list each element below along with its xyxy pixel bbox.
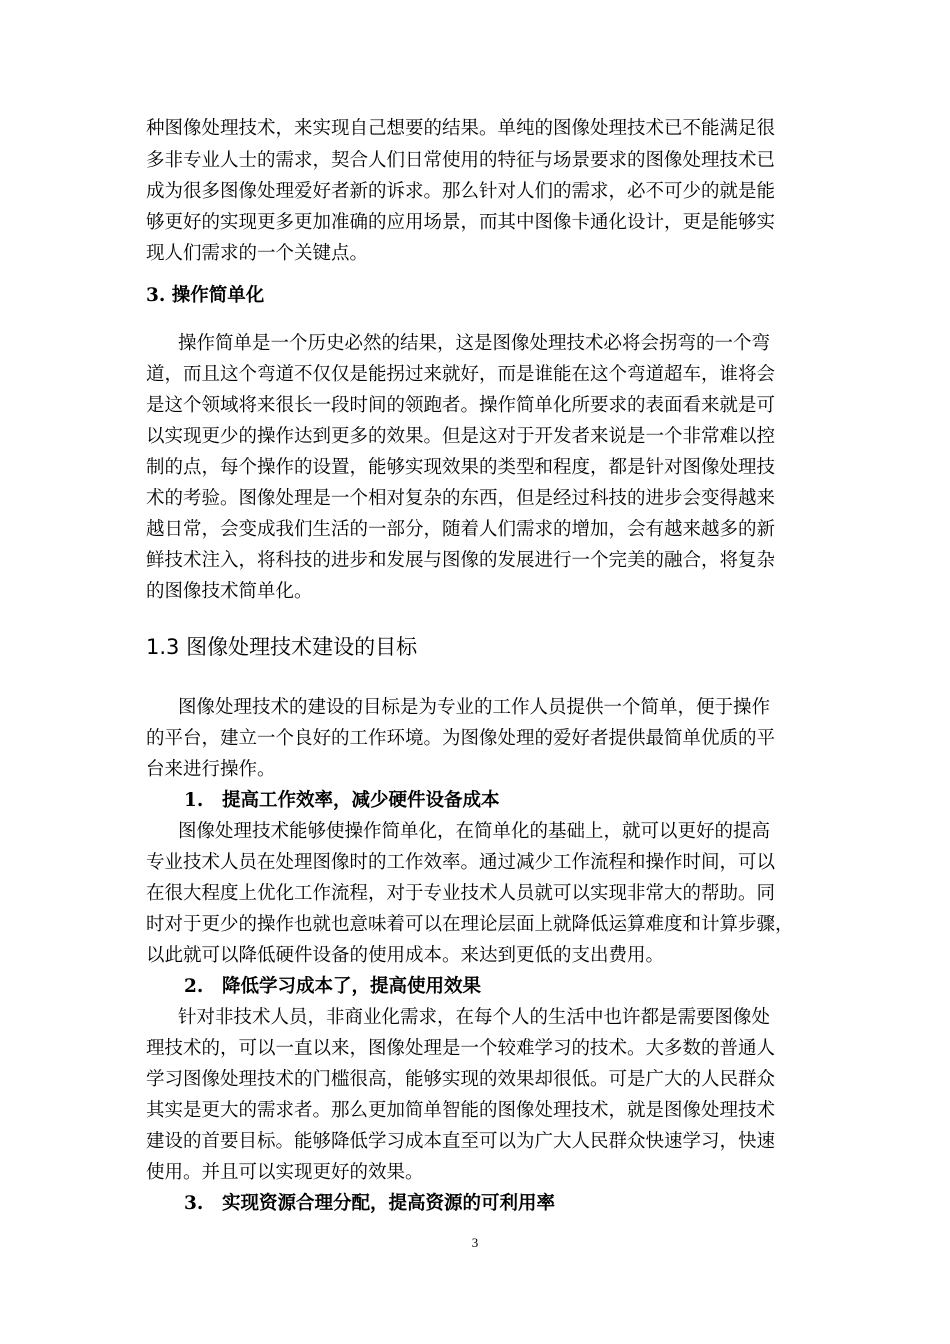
text-line: 专业技术人员在处理图像时的工作效率。通过减少工作流程和操作时间，可以	[146, 852, 776, 873]
list-number: 2.	[184, 976, 204, 997]
text-line: 的图像技术简单化。	[146, 581, 313, 602]
text-line: 多非专业人士的需求，契合人们日常使用的特征与场景要求的图像处理技术已	[146, 150, 776, 171]
text-line: 在很大程度上优化工作流程，对于专业技术人员就可以实现非常大的帮助。同	[146, 883, 776, 904]
section-heading: 1.3 图像处理技术建设的目标	[146, 635, 418, 659]
list-item-title: 提高工作效率，减少硬件设备成本	[222, 790, 500, 811]
text-line: 种图像处理技术，来实现自己想要的结果。单纯的图像处理技术已不能满足很	[146, 118, 776, 139]
text-line: 台来进行操作。	[146, 759, 276, 780]
text-line: 现人们需求的一个关键点。	[146, 243, 369, 264]
text-line: 制的点，每个操作的设置，能够实现效果的类型和程度，都是针对图像处理技	[146, 457, 776, 478]
text-line: 使用。并且可以实现更好的效果。	[146, 1162, 424, 1183]
text-line: 术的考验。图像处理是一个相对复杂的东西，但是经过科技的进步会变得越来	[146, 488, 776, 509]
text-line: 以实现更少的操作达到更多的效果。但是这对于开发者来说是一个非常难以控	[146, 426, 776, 447]
subsection-heading: 3. 操作简单化	[146, 285, 265, 306]
text-line: 够更好的实现更多更加准确的应用场景，而其中图像卡通化设计，更是能够实	[146, 212, 776, 233]
text-line: 操作简单是一个历史必然的结果，这是图像处理技术必将会拐弯的一个弯	[178, 333, 771, 354]
text-line: 道，而且这个弯道不仅仅是能拐过来就好，而是谁能在这个弯道超车，谁将会	[146, 364, 776, 385]
text-line: 的平台，建立一个良好的工作环境。为图像处理的爱好者提供最简单优质的平	[146, 728, 776, 749]
list-item-title: 实现资源合理分配，提高资源的可利用率	[222, 1193, 556, 1214]
text-line: 是这个领域将来很长一段时间的领跑者。操作简单化所要求的表面看来就是可	[146, 395, 776, 416]
text-line: 成为很多图像处理爱好者新的诉求。那么针对人们的需求，必不可少的就是能	[146, 181, 776, 202]
text-line: 以此就可以降低硬件设备的使用成本。来达到更低的支出费用。	[146, 945, 665, 966]
text-line: 学习图像处理技术的门槛很高，能够实现的效果却很低。可是广大的人民群众	[146, 1069, 776, 1090]
text-line: 鲜技术注入，将科技的进步和发展与图像的发展进行一个完美的融合，将复杂	[146, 550, 776, 571]
text-line: 图像处理技术能够使操作简单化，在简单化的基础上，就可以更好的提高	[178, 821, 771, 842]
text-line: 理技术的，可以一直以来，图像处理是一个较难学习的技术。大多数的普通人	[146, 1038, 776, 1059]
text-line: 时对于更少的操作也就也意味着可以在理论层面上就降低运算难度和计算步骤，	[146, 914, 794, 935]
text-line: 针对非技术人员，非商业化需求，在每个人的生活中也许都是需要图像处	[178, 1007, 771, 1028]
text-line: 其实是更大的需求者。那么更加简单智能的图像处理技术，就是图像处理技术	[146, 1100, 776, 1121]
text-line: 图像处理技术的建设的目标是为专业的工作人员提供一个简单，便于操作	[178, 697, 771, 718]
list-number: 1.	[184, 790, 204, 811]
text-line: 越日常，会变成我们生活的一部分，随着人们需求的增加，会有越来越多的新	[146, 519, 776, 540]
text-line: 建设的首要目标。能够降低学习成本直至可以为广大人民群众快速学习，快速	[146, 1131, 776, 1152]
page-number: 3	[471, 1235, 479, 1250]
list-number: 3.	[184, 1193, 204, 1214]
list-item-title: 降低学习成本了，提高使用效果	[222, 976, 482, 997]
